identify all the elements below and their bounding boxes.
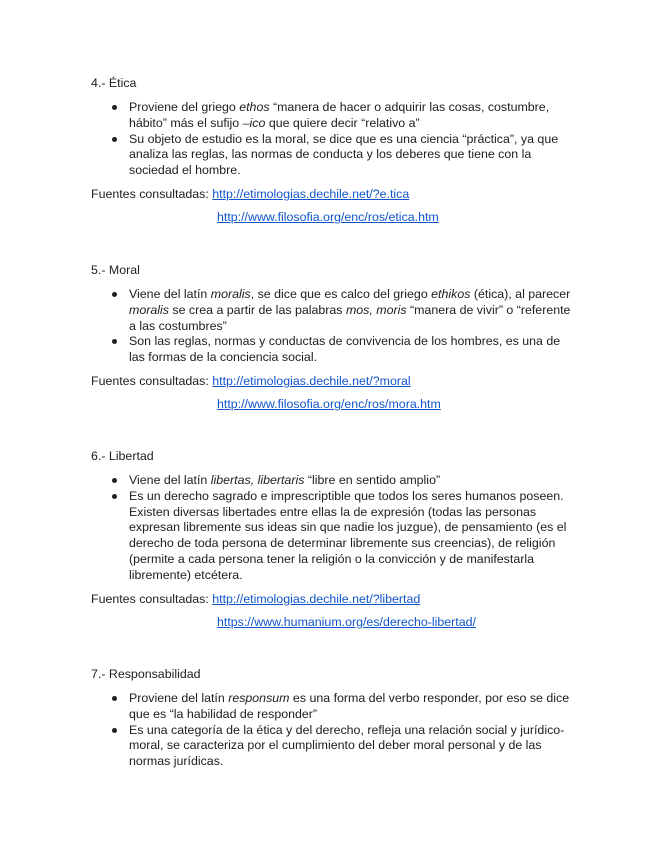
italic-term: moralis	[210, 287, 251, 301]
source-link[interactable]: https://www.humanium.org/es/derecho-libertad/	[217, 614, 476, 629]
list-item	[91, 723, 571, 770]
italic-term: libertas, libertaris	[210, 473, 305, 487]
section-heading: 4.- Ética	[91, 76, 137, 90]
list-item	[91, 489, 571, 584]
bullet-list	[91, 100, 571, 179]
sources-block	[91, 186, 571, 225]
bullet-text: Proviene del griego ethos “manera de hacer o adquirir las cosas, costumbre, hábito” más el sufijo –ico que quiere decir “relativo a”	[129, 100, 550, 130]
section-moral	[91, 262, 571, 412]
bullet-text: Viene del latín moralis, se dice que es calco del griego ethikos (ética), al parecer moralis se crea a partir de las palabras mos, moris “manera de vivir” o “referente a las costumbres”	[129, 287, 571, 333]
sources-label: Fuentes consultadas:	[91, 373, 209, 388]
bullet-icon	[112, 478, 117, 483]
section-etica	[91, 75, 571, 225]
source-link[interactable]: http://etimologias.dechile.net/?libertad	[212, 591, 421, 606]
section-libertad	[91, 448, 571, 630]
list-item	[91, 287, 571, 334]
italic-term: responsum	[228, 691, 290, 705]
bullet-text: Es una categoría de la ética y del derecho, refleja una relación social y jurídico-moral, se caracteriza por el cumplimiento del deber moral personal y de las normas jurídicas.	[129, 722, 565, 769]
list-item	[91, 473, 571, 489]
bullet-icon	[112, 339, 117, 344]
section-heading: 7.- Responsabilidad	[91, 667, 201, 681]
source-link[interactable]: http://etimologias.dechile.net/?moral	[212, 373, 411, 388]
source-link[interactable]: http://www.filosofia.org/enc/ros/mora.htm	[217, 396, 441, 411]
italic-term: ethikos	[431, 287, 471, 301]
italic-term: –ico	[242, 115, 266, 130]
list-item	[91, 691, 571, 723]
bullet-text: Es un derecho sagrado e imprescriptible que todos los seres humanos poseen. Existen diversas libertades entre ellas la de expresión (todas las personas expresan libremente sus ideas sin que nadie los juzgue), de pensamiento (es el derecho de toda persona de determinar libremente sus creencias), de religión (permite a cada persona tener la religión o la convicción y de manifestarla libremente) etcétera.	[129, 488, 567, 582]
section-heading: 6.- Libertad	[91, 449, 154, 463]
bullet-icon	[112, 494, 117, 499]
list-item	[91, 132, 571, 179]
bullet-icon	[112, 292, 117, 297]
list-item	[91, 100, 571, 132]
bullet-icon	[112, 696, 117, 701]
bullet-text: Son las reglas, normas y conductas de convivencia de los hombres, es una de las formas de la conciencia social.	[129, 334, 561, 365]
italic-term: mos, moris	[345, 302, 407, 317]
bullet-icon	[112, 728, 117, 733]
sources-label: Fuentes consultadas:	[91, 186, 209, 201]
bullet-icon	[112, 137, 117, 142]
sources-block	[91, 373, 571, 412]
bullet-text: Proviene del latín responsum es una forma del verbo responder, por eso se dice que es “la habilidad de responder”	[129, 691, 570, 721]
bullet-list	[91, 691, 571, 770]
italic-term: moralis	[129, 302, 169, 317]
sources-block	[91, 591, 571, 630]
bullet-list	[91, 473, 571, 584]
section-responsabilidad	[91, 666, 571, 770]
section-heading: 5.- Moral	[91, 263, 140, 277]
sources-label: Fuentes consultadas:	[91, 591, 209, 606]
bullet-list	[91, 287, 571, 366]
source-link[interactable]: http://www.filosofia.org/enc/ros/etica.htm	[217, 209, 439, 224]
source-link[interactable]: http://etimologias.dechile.net/?e.tica	[212, 186, 410, 201]
italic-term: ethos	[239, 100, 270, 114]
list-item	[91, 334, 571, 366]
bullet-text: Viene del latín libertas, libertaris “libre en sentido amplio”	[129, 473, 441, 487]
bullet-text: Su objeto de estudio es la moral, se dice que es una ciencia “práctica”, ya que analiza las reglas, las normas de conducta y los deberes que tiene con la sociedad el hombre.	[129, 131, 559, 178]
bullet-icon	[112, 105, 117, 110]
